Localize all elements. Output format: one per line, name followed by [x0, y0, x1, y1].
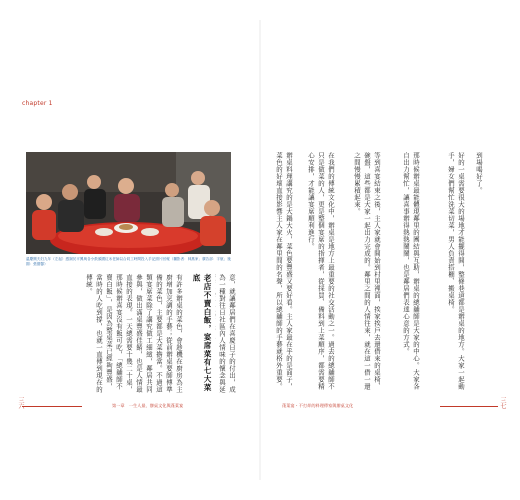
- right-col-2: 好的一桌需要很大的場地才能擺得開，整條巷道都是辦桌的地方。大家一起動手，婦女們幫忙洗菜切菜，男人負責搭棚、搬桌椅。: [447, 152, 465, 390]
- section-heading: 老店不賣白飯，宴席菜有七大菜底: [192, 274, 212, 392]
- left-body-left: 有許多辦桌的菜色，會趁機在廚房為主廚增加烹調的手藝；從前辦桌要師傅準備的菜色，主要都是大菜擔當。不過這類宴席菜除了講究做工細緻，鄰居共同參與，做出滿桌豐盛佳餚，也是人情最直接的表現。一天總需要十幾二十桌，那時候辦喜宴沒有飯可吃，「總舖師不賣白飯」，是因為整桌菜已經夠豐盛，當時的人吃到撐，也就一直傳到現在的傳統。: [85, 274, 183, 393]
- right-col-1: 到場喝好了。: [475, 152, 483, 194]
- right-col-4: 等到喜宴結束之後，主人家就會開始到村里裡面，挨家挨戶去還借來的桌椅、碗盤，這些都是大家一起出力完成的。鄰里之間的人情往來，就在這一借一還之間慢慢累積起來。: [353, 152, 381, 390]
- right-footer-rule: [440, 406, 498, 407]
- left-body-right: 意，就讓鄰居們在喜慶日子的付出，成為一種對往日社區內人情味的懷念與延: [218, 274, 236, 393]
- banquet-photo: [26, 152, 231, 254]
- chapter-label: chapter 1: [22, 100, 53, 107]
- left-footer: 第一章 一生人最、辦桌文化與蓬萊宴: [112, 403, 184, 408]
- right-col-3: 那時候辦桌最能體現鄰里的團結與互助，辦桌的總舖師是大家的中心。大家各自出力幫忙，讓喜事辦得熱熱鬧鬧，也是鄰居們表達心意的方式。: [402, 152, 420, 390]
- left-footer-rule: [22, 406, 82, 407]
- right-page-number: 三七: [499, 397, 506, 409]
- right-col-6: 辦桌料理講究的是大鍋大火，菜色要豐盛又要好看。主人家最在乎的是面子，菜色的好壞直接影響主人家在鄰里間的名聲，所以總舖師的手藝就格外重要。: [275, 152, 293, 390]
- photo-caption: 溫慶興夫妇九年（左起）感謝於平興與各小鼓頭國紅米老師以合同工時間投入手記照片回報（攝影者：林燕家；廣告部：宇航；後期：張德馨）: [26, 257, 231, 266]
- book-gutter: [259, 20, 261, 480]
- right-footer: 蓬萊宴・不打烊的料理傳家與辦桌文化: [282, 403, 354, 408]
- left-page-number: 三六: [17, 397, 24, 409]
- banquet-photo-image: [26, 152, 231, 254]
- right-col-5: 在我們的傳統文化中，辦桌是地方上最重要的社交活動之一。過去的總舖師不只是做菜的人，更是整個宴席的指揮者，從採買、備料到上菜順序，都需要精心安排，才能讓宴席順利進行。: [307, 152, 335, 390]
